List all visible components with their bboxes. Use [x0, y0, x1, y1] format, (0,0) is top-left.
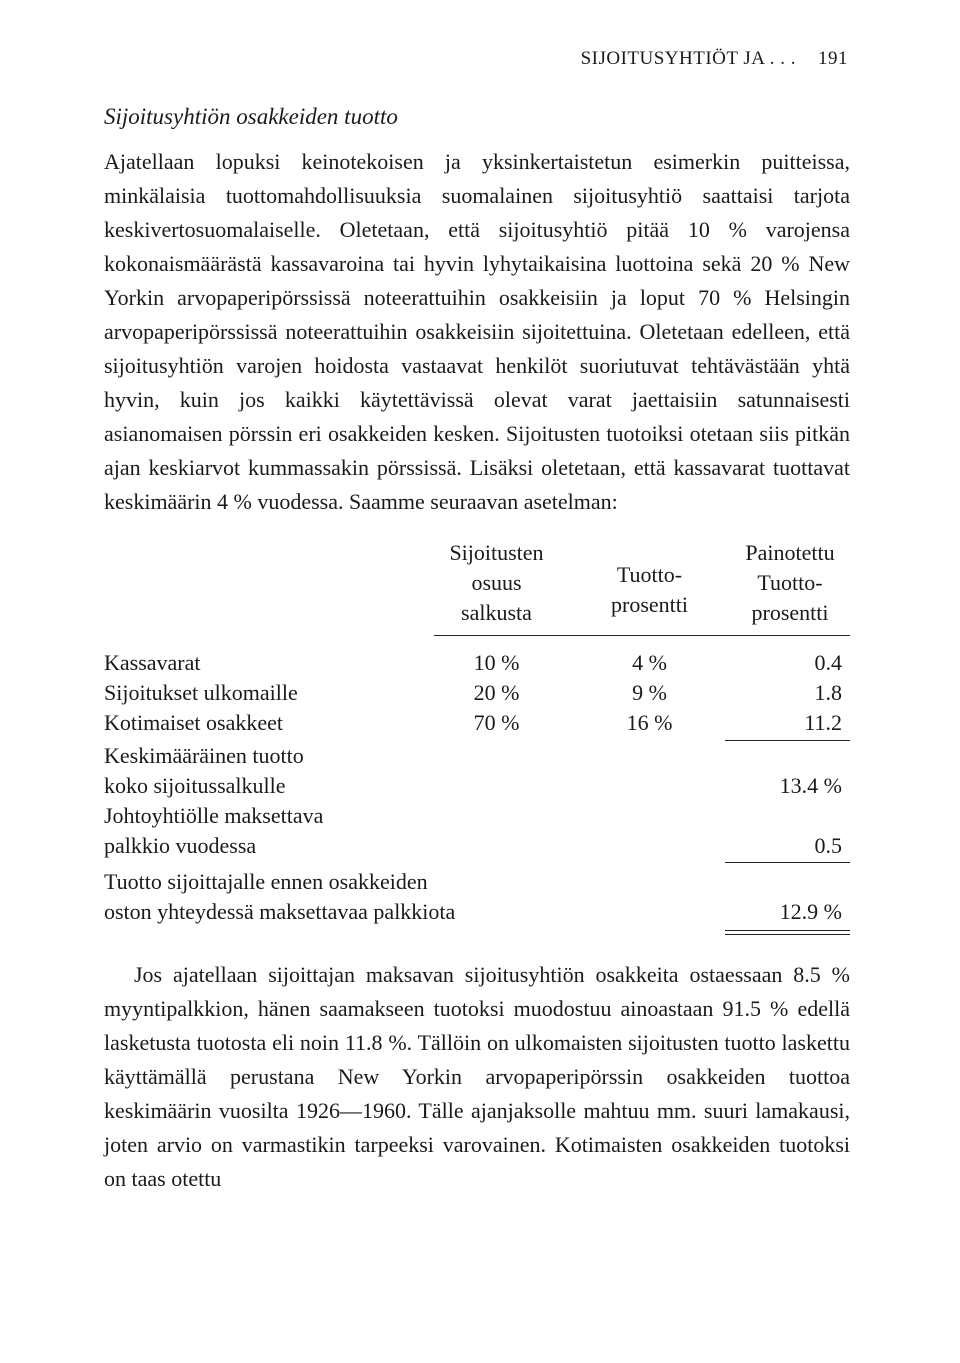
double-rule-top: [725, 930, 850, 931]
avg-row-line2: [104, 771, 850, 801]
avg-label-2: koko sijoitussalkulle: [104, 773, 286, 798]
row-label: Kotimaiset osakkeet: [104, 710, 284, 735]
paragraph-intro: Ajatellaan lopuksi keinotekoisen ja yksinkertaistetun esimerkin puitteissa, minkälaisia tuottomahdollisuuksia suomalainen sijoitusyhtiö saattaisi tarjota keskivertosuomalaiselle. Oletetaan, että sijoitusyhtiö pitää 10 % varojensa kokonaismäärästä kassavaroina tai hyvin lyhytaikaisina luottoina sekä 20 % New Yorkin arvopaperipörssissä noteerattuihin osakkeisiin ja loput 70 % Helsingin arvopaperipörssissä noteerattuihin osakkeisiin sijoitettuina. Oletetaan edelleen, että sijoitusyhtiön varojen hoidosta vastaavat henkilöt suoriutuvat tehtävästään yhtä hyvin, kuin jos kaikki käytettävissä olevat varat jaettaisiin satunnaisesti asianomaisen pörssin eri osakkeiden kesken. Sijoitusten tuotoiksi otetaan siis pitkän ajan keskiarvot kummassakin pörssissä. Lisäksi oletetaan, että kassavarat tuottavat keskimäärin 4 % vuodessa. Saamme seuraavan asetelman:: [104, 149, 850, 514]
row-yield: 16 %: [626, 710, 673, 735]
net-value: 12.9 %: [779, 899, 842, 924]
fee-value: 0.5: [814, 833, 842, 858]
table-row: [104, 708, 850, 738]
row-share: 70 %: [473, 710, 520, 735]
header-yield: Tuotto- prosentti: [611, 562, 688, 617]
row-weighted: 11.2: [804, 710, 842, 735]
row-share: 10 %: [473, 650, 520, 675]
table-row: [104, 648, 850, 678]
net-row-line1: [104, 867, 850, 897]
row-yield: 9 %: [632, 680, 667, 705]
net-label-1: Tuotto sijoittajalle ennen osakkeiden: [104, 869, 428, 894]
avg-row-line1: [104, 741, 850, 771]
net-label-2: oston yhteydessä maksettavaa palkkiota: [104, 899, 456, 924]
fee-label-2: palkkio vuodessa: [104, 833, 257, 858]
fee-label-1: Johtoyhtiölle maksettava: [104, 803, 324, 828]
row-label: Sijoitukset ulkomaille: [104, 680, 298, 705]
header-weighted: Painotettu Tuotto- prosentti: [745, 540, 835, 625]
fee-row-line2: [104, 831, 850, 861]
fee-row-line1: [104, 801, 850, 831]
row-label: Kassavarat: [104, 650, 201, 675]
section-title: Sijoitusyhtiön osakkeiden tuotto: [104, 104, 398, 129]
table-row: [104, 678, 850, 708]
running-title: SIJOITUSYHTIÖT JA . . .: [580, 48, 796, 69]
page-number: 191: [818, 48, 848, 69]
row-weighted: 1.8: [814, 680, 842, 705]
row-weighted: 0.4: [814, 650, 842, 675]
running-header: [581, 48, 848, 70]
row-share: 20 %: [473, 680, 520, 705]
double-rule-bottom: [725, 934, 850, 935]
paragraph-conclusion: Jos ajatellaan sijoittajan maksavan sijoitusyhtiön osakkeita ostaessaan 8.5 % myyntipalkkion, hänen saamakseen tuotoksi muodostuu ainoastaan 91.5 % edellä lasketusta tuotosta eli noin 11.8 %. Tällöin on ulkomaisten sijoitusten tuotto laskettu käyttämällä perustana New Yorkin arvopaperipörssin osakkeiden tuottoa keskimäärin vuosilta 1926—1960. Tälle ajanjaksolle mahtuu mm. suuri lamakausi, joten arvio on varmastikin tarpeeksi varovainen. Kotimaisten osakkeiden tuotoksi on taas otettu: [104, 962, 850, 1191]
avg-value: 13.4 %: [779, 773, 842, 798]
row-yield: 4 %: [632, 650, 667, 675]
fee-rule: [725, 862, 850, 863]
avg-label-1: Keskimääräinen tuotto: [104, 743, 304, 768]
header-rule: [434, 635, 850, 636]
header-share: Sijoitusten osuus salkusta: [449, 540, 544, 625]
net-row-line2: [104, 897, 850, 927]
